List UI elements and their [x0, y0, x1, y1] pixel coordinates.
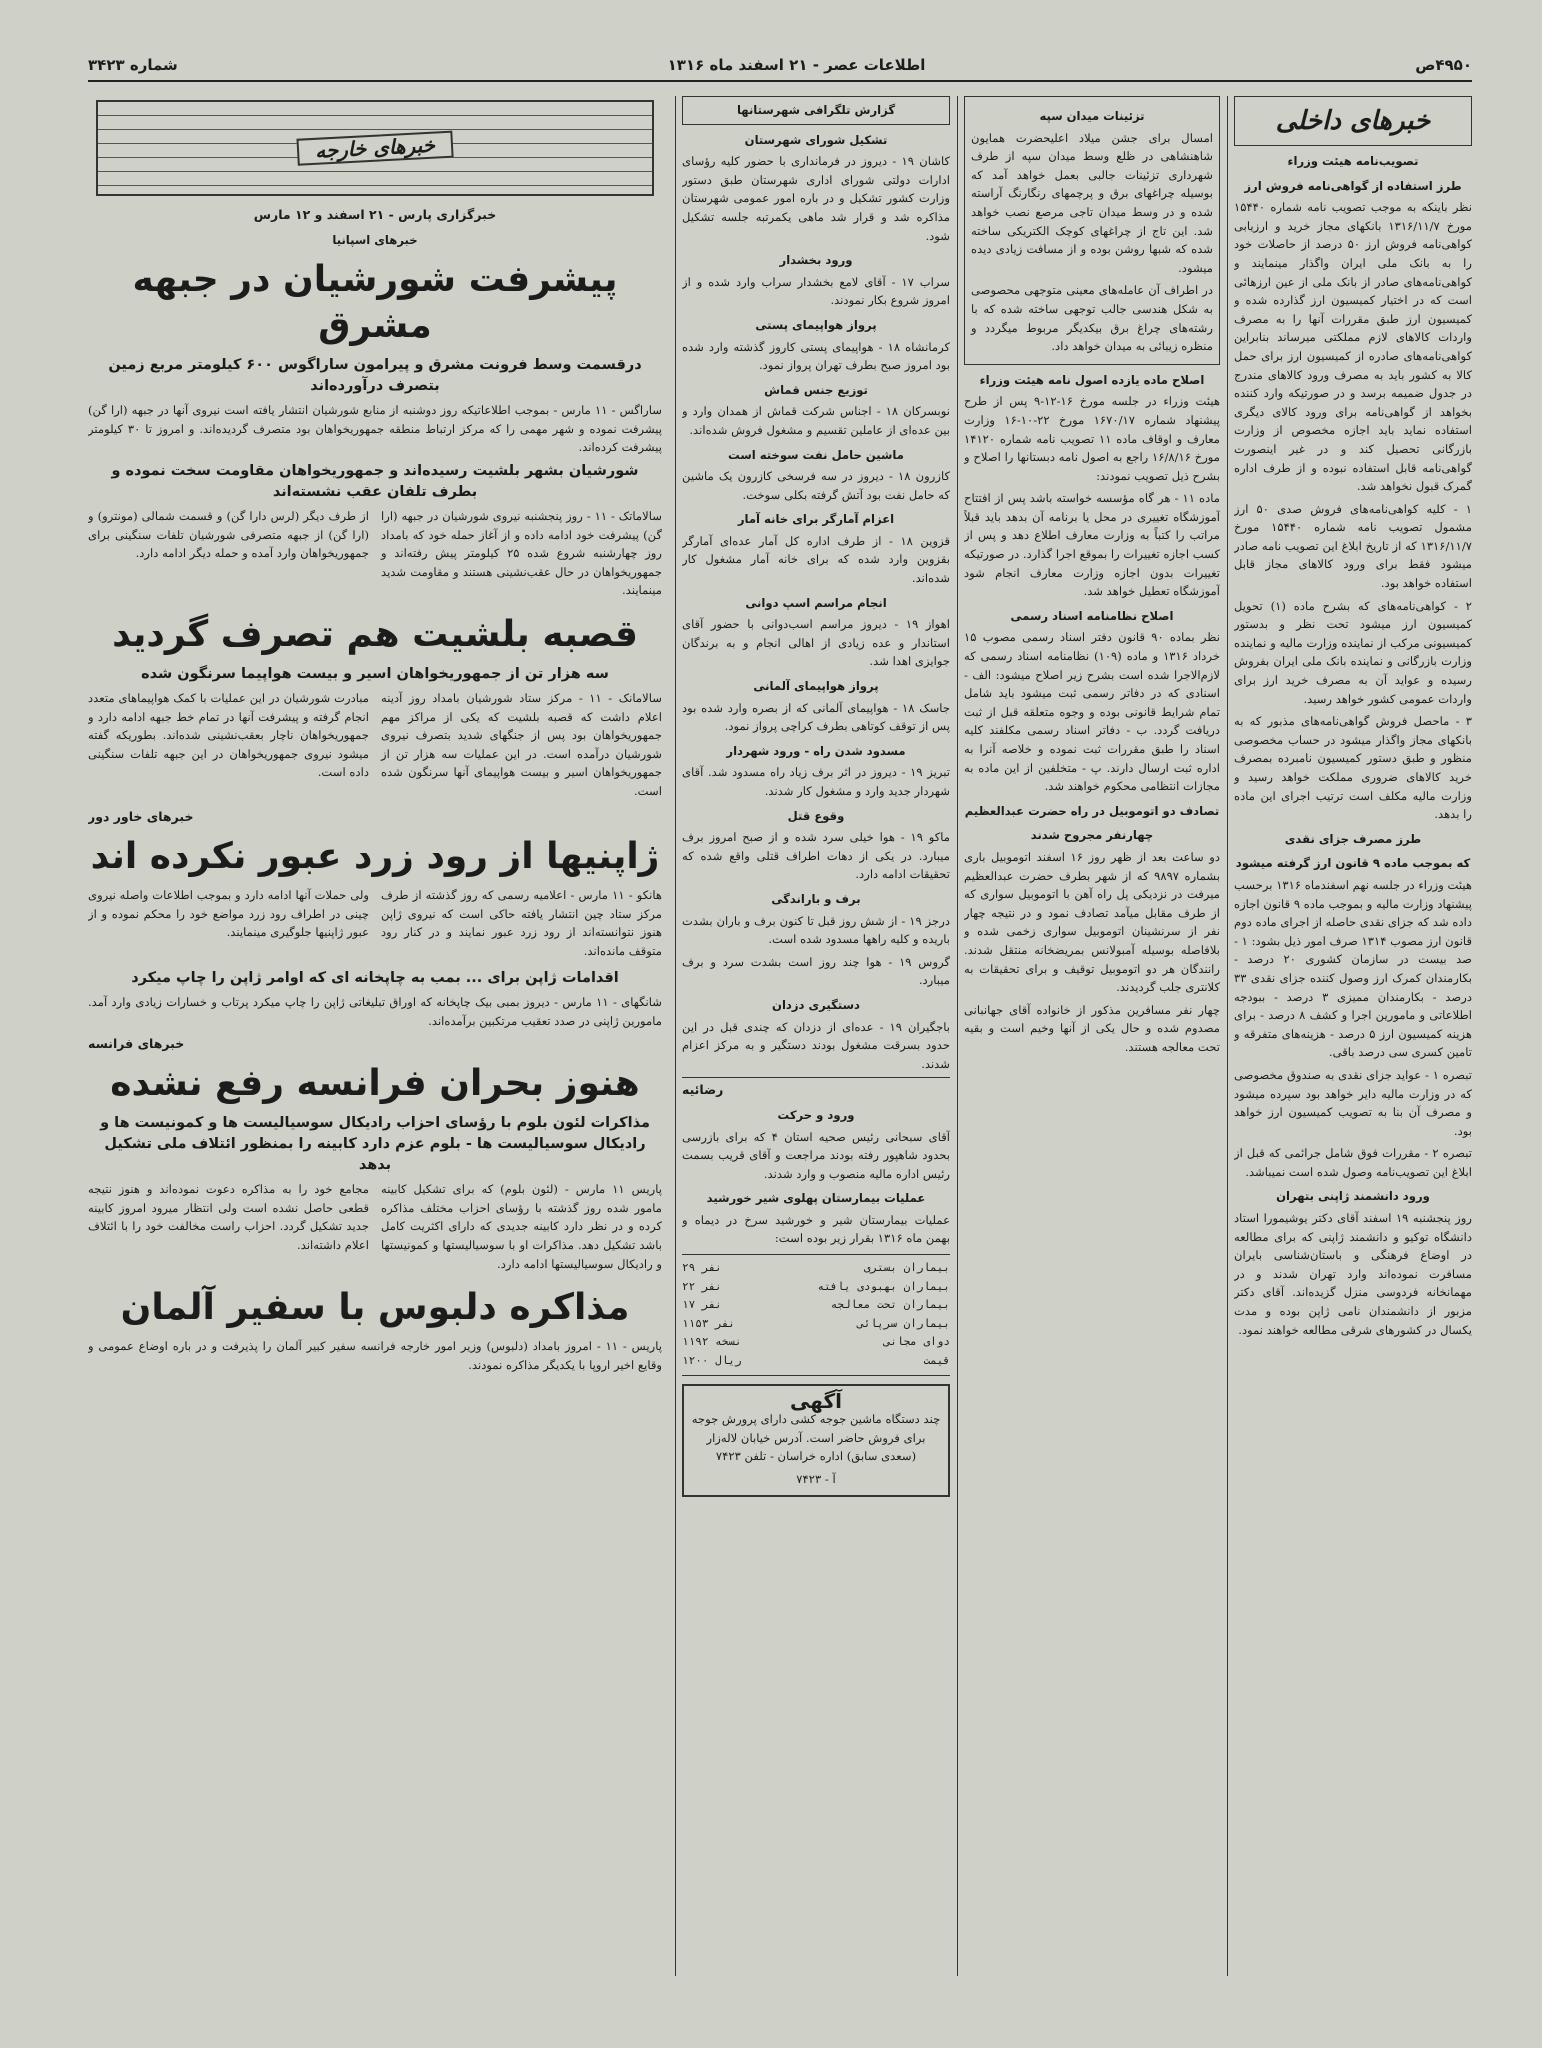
subheadline: سه هزار تن از جمهوریخواهان اسیر و بیست هواپیما سرنگون شده: [141, 665, 609, 682]
section-title: خبرهای داخلی: [1234, 96, 1472, 146]
stats-row: ۲۲ نفر بیماران بهبودی یافته: [682, 1279, 950, 1293]
stats-row: ۱۲۰۰ ریال قیمت: [682, 1354, 950, 1368]
paragraph: سالامانک - ۱۱ - مرکز ستاد شورشیان بامداد روز آدینه اعلام داشت که قصبه بلشیت که یکی از مراکز مهم جمهوریخواهان بود پس از جنگهای شدید بتصرف نیروی شورشیان درآمده است. در این عملیات سه هزار تن از جمهوریخواهان اسیر و بیست هواپیمای آنها سرنگون شده است.: [381, 690, 662, 798]
headline: ژاپنیها از رود زرد عبور نکرده اند: [90, 836, 660, 878]
heading: وقوع قتل: [787, 808, 845, 823]
column-foreign: [88, 96, 662, 1976]
paragraph: عملیات بیمارستان شیر و خورشید سرخ در دیماه و بهمن ماه ۱۳۱۶ بقرار زیر بوده است:: [682, 1212, 950, 1246]
paragraph: ولی حملات آنها ادامه دارد و بموجب اطلاعات واصله نیروی چینی در اطراف رود زرد مواضع خود را محکم نموده و از عبور ژاپنیها جلوگیری مینمایند.: [88, 888, 369, 940]
two-column-block: [88, 689, 662, 805]
heading: اصلاح ماده یازده اصول نامه هیئت وزراء: [979, 372, 1205, 387]
paragraph: دو ساعت بعد از ظهر روز ۱۶ اسفند اتوموبیل باری بشماره ۹۸۹۷ که از شهر بطرف حضرت عبدالعظیم میرفت در نزدیکی پل راه آهن با اتوموبیل سواری که از طرف مقابل میآمد تصادف نمود و در نتیجه چهار نفر از سرنشینان اتوموبیل سواری زخمی شده و بلافاصله بوسیله آمبولانس بمریضخانه منتقل شدند. رانندگان هر دو اتوموبیل توقیف و برای تحقیقات به کلانتری جلب گردیدند.: [964, 849, 1220, 995]
column-domestic: [1234, 96, 1472, 1976]
column-domestic-2: [964, 96, 1220, 1976]
paragraph: تبصره ۱ - عواید جزای نقدی به صندوق مخصوصی که در وزارت مالیه دایر خواهد بود سپرده میشود و مصرف آن بنا به تصویب کمیسیون ارز خواهد بود.: [1234, 1067, 1472, 1138]
paragraph: سالاماتک - ۱۱ - روز پنجشنبه نیروی شورشیان در جبهه (ارا گن) پیشرفت خود ادامه داده و از آغاز حمله خود که بامداد روز چهارشنبه شروع شده ۲۵ کیلومتر پیش رفته‌اند و جمهوریخواهان در حال عقب‌نشینی هستند و مقاومت شدید مینمایند.: [381, 508, 662, 598]
paragraph: نظر بماده ۹۰ قانون دفتر اسناد رسمی مصوب ۱۵ خرداد ۱۳۱۶ و ماده (۱۰۹) نظامنامه اسناد رسمی که لازم‌الاجرا شده است بشرح زیر اصلاح میشود: الف - اسنادی که در دفاتر رسمی ثبت میشود باید شامل تمام شرایط قانونی بوده و وجوه متعلقه قبل از ثبت دریافت گردد. ب - دفاتر اسناد رسمی مکلفند کلیه اسناد را طبق مقررات ثبت نموده و خلاصه آنرا به اداره ثبت ارسال دارند. پ - متخلفین از این ماده به مجازات انتظامی محکوم خواهند شد.: [964, 630, 1220, 794]
heading: انجام مراسم اسپ دوانی: [745, 595, 887, 610]
paragraph: تبریز ۱۹ - دیروز در اثر برف زیاد راه مسدود شد. آقای شهردار جدید وارد و مشغول کار شدند.: [682, 765, 950, 798]
paragraph: ۳ - ماحصل فروش گواهی‌نامه‌های مذبور که به بانکهای مجاز واگذار میشود در حساب مخصوصی منظور و طبق دستور کمیسیون نامبرده بمصرف خرید کالاهای ضروری مملکت خواهد رسید و وزارت مالیه مکلف است ترتیب اجرای این ماده را بدهد.: [1234, 714, 1472, 822]
paragraph: کرمانشاه ۱۸ - هواپیمای پستی کاروز گذشته وارد شده بود امروز صبح بطرف تهران پرواز نمود.: [682, 339, 950, 373]
paragraph: پاریس - ۱۱ - امروز بامداد (دلبوس) وزیر امور خارجه فرانسه سفیر کبیر آلمان را پذیرفت و در باره اوضاع عمومی و وقایع اخیر اروپا با یکدیگر مذاکره نمودند.: [88, 1339, 662, 1372]
subheadline: مذاکرات لئون بلوم با رؤسای احزاب رادیکال سوسیالیست ها و کمونیست ها و رادیکال سوسیالیست ها - بلوم عزم دارد کابینه را بمنظور ائتلاف ملی تشکیل بدهد: [100, 1115, 650, 1174]
subheading: طرز استفاده از گواهی‌نامه فروش ارز: [1244, 178, 1462, 193]
page-number: ۴۹۵۰ص: [1415, 56, 1472, 74]
heading: طرز مصرف جزای نقدی: [1284, 831, 1422, 846]
section-title: گزارش تلگرافی شهرستانها: [682, 96, 950, 125]
heading: ورود دانشمند ژاپنی بتهران: [1276, 1189, 1430, 1204]
headline: قصبه بلشیت هم تصرف گردید: [112, 613, 638, 655]
ad-title: آگهی: [790, 1388, 842, 1413]
heading: عملیات بیمارستان پهلوی شیر خورشید: [706, 1191, 926, 1206]
heading: اعزام آمارگر برای خانه آمار: [737, 512, 895, 527]
heading: پرواز هواپیمای آلمانی: [753, 679, 879, 694]
paragraph: هیئت وزراء در جلسه نهم اسفندماه ۱۳۱۶ برحسب پیشنهاد وزارت مالیه و بموجب ماده ۹ قانون اجازه داده شد که جزای نقدی حاصله از اجرای ماده دوم قانون ارز مصوب ۱۳۱۴ صرف امور ذیل بشود: ۱ - صد بیست در سازمان کشوری ۲۰ درصد - بکارمندان کمرک ارز وصول کننده جزای نقدی ۳۳ درصد - بکارمندان ممیزی ۳ درصد - ببودجه اطلاعاتی و مامورین اجرا و کشف ۸ درصد - برای هزینه کمیسیون ارز ۵ درصد - هزینه‌های متفرقه و تامین کسری سی درصد باقی.: [1234, 877, 1472, 1060]
headline: هنوز بحران فرانسه رفع نشده: [110, 1063, 640, 1105]
heading: اصلاح نظامنامه اسناد رسمی: [1010, 608, 1174, 623]
subheadline: شورشیان بشهر بلشیت رسیده‌اند و جمهوریخواهان مقاومت سخت نموده و بطرف تلفان عقب نشسته‌اند: [111, 462, 639, 500]
heading: تصادف دو اتوموبیل در راه حضرت عبدالعظیم: [964, 803, 1220, 818]
paragraph: نوبسرکان ۱۸ - اجناس شرکت قماش از همدان وارد و بین عده‌ای از عاملین تقسیم و مشغول فروش شده‌اند.: [682, 404, 950, 437]
issue-number: شماره ۳۴۲۳: [88, 56, 178, 74]
paragraph: سراب ۱۷ - آقای لامع بخشدار سراب وارد شده و از امروز شروع بکار نمودند.: [682, 274, 950, 308]
paragraph: ماکو ۱۹ - هوا خیلی سرد شده و از صبح امروز برف میبارد. در یکی از دهات اطراف قتلی واقع شده که تحقیقات ادامه دارد.: [682, 830, 950, 882]
subheading: چهارنفر مجروح شدند: [1030, 828, 1154, 843]
paragraph: نظر باینکه به موجب تصویب نامه شماره ۱۵۴۴۰ مورخ ۱۳۱۶/۱۱/۷ بانکهای مجاز خرید و ارزیابی کواهی‌نامه فروش ارز ۵۰ درصد از حاصلات خود را به بانک ملی ایران واگذار مینمایند و کواهی‌نامه‌های صادر از بانک ملی از عین ارزهائی است که در اختیار کمیسیون ارز گذارده شده و کمیسیون ارز طبق مقررات آنها را به مصرف واردات کالاهای لازم مملکتی میرساند بنابراین کواهی‌نامه‌های صادره از کمیسیون ارز برای حمل کالا به کشور باید به مصرف ورود کالاهای مندرج در جدول ضمیمه برسد و در صورتیکه وارد کننده بخواهد از گواهی‌نامه برای ورود کالای دیگری استفاده نماید باید اجازه مخصوص از وزارت بازرگانی تحصیل کند و در غیر اینصورت گواهی‌نامه قابل استفاده نبوده و از طرف اداره گمرک قبول نخواهد شد.: [1234, 200, 1472, 494]
paragraph: اهواز ۱۹ - دیروز مراسم اسب‌دوانی با حضور آقای استاندار و عده زیادی از اهالی انجام و به برندگان جوایزی اهدا شد.: [682, 617, 950, 669]
heading: ماشین حامل نفت سوخته است: [728, 447, 904, 462]
paragraph: روز پنجشنبه ۱۹ اسفند آقای دکتر یوشیمورا استاد دانشگاه توکیو و دانشمند ژاپنی که برای مطالعه در اوضاع فرهنگی و باستان‌شناسی بایران مسافرت نموده‌اند وارد تهران شدند و در مهمانخانه فردوسی منزل گزیده‌اند. آقای دکتر مزبور از دانشمندان نامی ژاپن بوده و مدت یکسال در کشورهای شرقی مطالعه خواهند نمود.: [1234, 1211, 1472, 1337]
stats-row: ۱۱۹۲ نسخه دوای مجانی: [682, 1335, 950, 1349]
heading: ورود بخشدار: [779, 253, 853, 268]
paragraph: گروس ۱۹ - هوا چند روز است بشدت سرد و برف میبارد.: [682, 954, 950, 988]
paragraph: امسال برای جشن میلاد اعلیحضرت همایون شاهنشاهی در ظلع وسط میدان سپه از طرف شهرداری تزئینات جالبی بعمل خواهد آمد که بوسیله چراغهای برق و پرچمهای رنگارنگ آراسته شده و در وسط میدان تاجی مرصع نصب خواهد شد. این تاج از چراغهای کوچک الکتریکی ساخته شده که شبها روشن بوده و از مسافت زیادی دیده میشود.: [971, 130, 1213, 275]
masthead: [88, 50, 1472, 82]
paragraph: تبصره ۲ - مقررات فوق شامل جرائمی که قبل از ابلاغ این تصویب‌نامه وصول شده است نمیباشد.: [1234, 1146, 1472, 1179]
heading: دستگیری دزدان: [772, 997, 860, 1012]
paragraph: ماده ۱۱ - هر گاه مؤسسه خواسته باشد پس از افتتاح آموزشگاه تغییری در محل یا برنامه آن بدهد باید قبلاً مراتب را کتباً به وزارت معارف اطلاع دهد و پس از کسب اجازه تغییرات را بموقع اجرا گذارد. در صورتیکه تغییرات بدون اجازه وزارت معارف انجام شود آموزشگاه تعطیل خواهد شد.: [964, 491, 1220, 599]
paragraph: جاسک ۱۸ - هواپیمای آلمانی که از بصره وارد شده بود پس از توقف کوتاهی بطرف کراچی پرواز نمود.: [682, 700, 950, 734]
column-rule: [957, 96, 959, 1976]
paragraph: آقای سبحانی رئیس صحیه استان ۴ که برای بازرسی بحدود شاهپور رفته بودند مراجعت و آقای قریب بسمت رئیس اداره مالیه منصوب و وارد شدند.: [682, 1129, 950, 1181]
paragraph: ۲ - کواهی‌نامه‌های که بشرح ماده (۱) تحویل کمیسیون ارز میشود تحت نظر و بدستور کمیسیونی مرکب از نماینده وزارت مالیه و نماینده وزارت بازرگانی و نماینده بانک ملی ایران بفروش رسیده و عواید آن به مصرف خرید ارز برای واردات عمومی کشور خواهد رسید.: [1234, 598, 1472, 706]
heading: مسدود شدن راه - ورود شهردار: [726, 743, 906, 758]
section-label: خبرهای فرانسه: [88, 1035, 185, 1051]
stats-row: ۱۷ نفر بیماران تحت معالجه: [682, 1298, 950, 1312]
two-column-block: [88, 886, 662, 964]
paragraph: مبادرت شورشیان در این عملیات با کمک هواپیماهای متعدد انجام گرفته و پیشرفت آنها در تمام خط جبهه ادامه دارد و جمهوریخواهان ناچار بعقب‌نشینی شده‌اند. بطوریکه گفته میشود نیروی جمهوریخواهان در این جبهه تلفات سنگینی داده است.: [88, 690, 369, 780]
ad-footer: آ - ۷۴۲۳: [796, 1472, 836, 1486]
advertisement: [682, 1384, 950, 1497]
heading: تصویب‌نامه هیئت وزراء: [1287, 154, 1419, 168]
foreign-news-banner: [96, 100, 654, 196]
paragraph: مجامع خود را به مذاکره دعوت نموده‌اند و هنوز نتیجه قطعی حاصل نشده است ولی انتظار میرود امروز کابینه جدید تشکیل گردد. احزاب راست مخالفت خود را با ائتلاف اعلام داشته‌اند.: [88, 1182, 369, 1253]
stats-table: [682, 1254, 950, 1376]
heading: تشکیل شورای شهرستان: [744, 132, 888, 147]
subheadline: درقسمت وسط فرونت مشرق و پیرامون ساراگوس ۶۰۰ کیلومتر مربع زمین بتصرف درآورده‌اند: [108, 357, 642, 395]
heading: برف و باراندگی: [771, 891, 861, 906]
decree-box: [964, 96, 1220, 365]
stats-row: ۲۹ نفر بیماران بستری: [682, 1261, 950, 1275]
paragraph: قزوین ۱۸ - از طرف اداره کل آمار عده‌ای آمارگر بقزوین وارد شده که برای خانه آمار مشغول کار شده‌اند.: [682, 533, 950, 586]
headline: مذاکره دلبوس با سفیر آلمان: [120, 1287, 630, 1329]
paragraph: در اطراف آن عامله‌های معینی متوجهی محصوصی به شکل هندسی جالب توجهی ساخته شده که با رشته‌های چراغ برق بیکدیگر مربوط میگردد و منظره زیبائی به میدان خواهد داد.: [971, 283, 1213, 354]
paragraph: شانگهای - ۱۱ مارس - دیروز بمبی بیک چاپخانه که اوراق تبلیغاتی ژاپن را چاپ میکرد پرتاب و خسارات زیادی وارد آمد. مامورین ژاپنی در صدد تعقیب مرتکبین برآمده‌اند.: [88, 995, 662, 1029]
columns: [88, 96, 1472, 1976]
paragraph: از طرف دیگر (لرس دارا گن) و قسمت شمالی (مونترو) و (ارا گن) از جبهه متصرفی شورشیان تلفات سنگینی برای جمهوریخواهان وارد آمده و حمله دیگر ادامه دارد.: [88, 508, 369, 561]
section-label: خبرهای اسپانیا: [332, 232, 418, 247]
subheadline: اقدامات ژاپن برای ... بمب به چاپخانه ای که اوامر ژاپن را چاپ میکرد: [131, 970, 619, 987]
heading: پرواز هواپیمای پستی: [755, 317, 877, 332]
paragraph: باجگیران ۱۹ - عده‌ای از دزدان که چندی قبل در این حدود بسرقت مشغول بودند دستگیر و به مرکز اعزام شدند.: [682, 1019, 950, 1071]
banner-title: خبرهای خارجه: [296, 131, 453, 166]
two-column-block: [88, 507, 662, 604]
paragraph: ۱ - کلیه کواهی‌نامه‌های فروش صدی ۵۰ ارز مشمول تصویب نامه شماره ۱۵۴۴۰ مورخ ۱۳۱۶/۱۱/۷ که از تاریخ ابلاغ این تصویب نامه صادر میشود فقط برای ورود کالاهای مجاز قابل استفاده خواهد بود.: [1234, 501, 1472, 591]
paragraph: چهار نفر مسافرین مذکور از خانواده آقای جهانبانی مصدوم شده و حال یکی از آنها وخیم است و بقیه تحت معالجه هستند.: [964, 1002, 1220, 1054]
paragraph: درجز ۱۹ - از شش روز قبل تا کنون برف و باران بشدت باریده و کلیه راهها مسدود شده است.: [682, 913, 950, 947]
paragraph: کازرون ۱۸ - دیروز در سه فرسخی کازرون یک ماشین که حامل نفت بود آتش گرفته بکلی سوخت.: [682, 469, 950, 502]
subheading: که بموجب ماده ۹ قانون ارز گرفته میشود: [1235, 856, 1471, 871]
headline: پیشرفت شورشیان در جبهه مشرق: [132, 259, 618, 347]
column-rule: [1227, 96, 1229, 1976]
section-label: رضائیه: [682, 1077, 950, 1100]
section-label: خبرهای خاور دور: [88, 808, 194, 824]
column-rule: [675, 96, 677, 1976]
heading: ورود و حرکت: [777, 1107, 855, 1122]
two-column-block: [88, 1180, 662, 1277]
dateline: خبرگزاری پارس - ۲۱ اسفند و ۱۲ مارس: [253, 207, 497, 222]
paragraph: هانکو - ۱۱ مارس - اعلامیه رسمی که روز گذشته از طرف مرکز ستاد چین انتشار یافته حاکی است که نیروی ژاپن هنوز نتوانسته‌اند از رود زرد عبور نمایند و در کنار رود متوقف مانده‌اند.: [381, 888, 662, 958]
paragraph: ساراگس - ۱۱ مارس - بموجب اطلاعاتیکه روز دوشنبه از منابع شورشیان انتشار یافته است نیروی آنها در جبهه (ارا گن) پیشرفت نموده و شهر مهمی را که مرکز ارتباط منطقه جمهوریخواهان بود متصرف گردیده‌اند. و امروز تا ۳۰ کیلومتر پیشرفت کرده‌اند.: [88, 403, 662, 455]
stats-row: ۱۱۵۳ نفر بیماران سرپائی: [682, 1316, 950, 1330]
heading: تزئینات میدان سپه: [1039, 109, 1145, 123]
paragraph: کاشان ۱۹ - دیروز در فرمانداری با حضور کلیه رؤسای ادارات دولتی شورای اداری شهرستان طبق دستور وزارت کشور تشکیل و در باره امور عمومی شهرستان مذاکره شد و قرار شد ماهی یکمرتبه جلسه تشکیل شود.: [682, 154, 950, 243]
paragraph: پاریس ۱۱ مارس - (لئون بلوم) که برای تشکیل کابینه مامور شده روز گذشته با رؤسای احزاب مختلف مذاکره کرده و در نظر دارد کابینه جدیدی که دارای اکثریت کامل باشد تشکیل دهد. مذاکرات او با سوسیالیستها و کمونیستها و رادیکال سوسیالیستها ادامه دارد.: [381, 1182, 662, 1271]
ad-text: چند دستگاه ماشین جوجه کشی دارای پرورش جوجه برای فروش حاضر است. آدرس خیابان لاله‌زار (سعدی سابق) اداره خراسان - تلفن ۷۴۲۳: [691, 1412, 941, 1464]
paper-date: اطلاعات عصر - ۲۱ اسفند ماه ۱۳۱۶: [667, 56, 926, 74]
heading: توزیع جنس قماش: [764, 382, 868, 397]
paragraph: هیئت وزراء در جلسه مورخ ۱۶-۱۲-۹ پس از طرح پیشنهاد شماره ۱۶۷۰/۱۷ مورخ ۲۲-۱۰-۱۶ وزارت معارف و اوقاف ماده ۱۱ تصویب نامه شماره ۱۴۱۲۰ مورخ ۱۶/۸/۱۶ راجع به اصول نامه دبستانها را اصلاح و بشرح ذیل تصویب نمودند:: [964, 394, 1220, 483]
column-cities: [682, 96, 950, 1976]
